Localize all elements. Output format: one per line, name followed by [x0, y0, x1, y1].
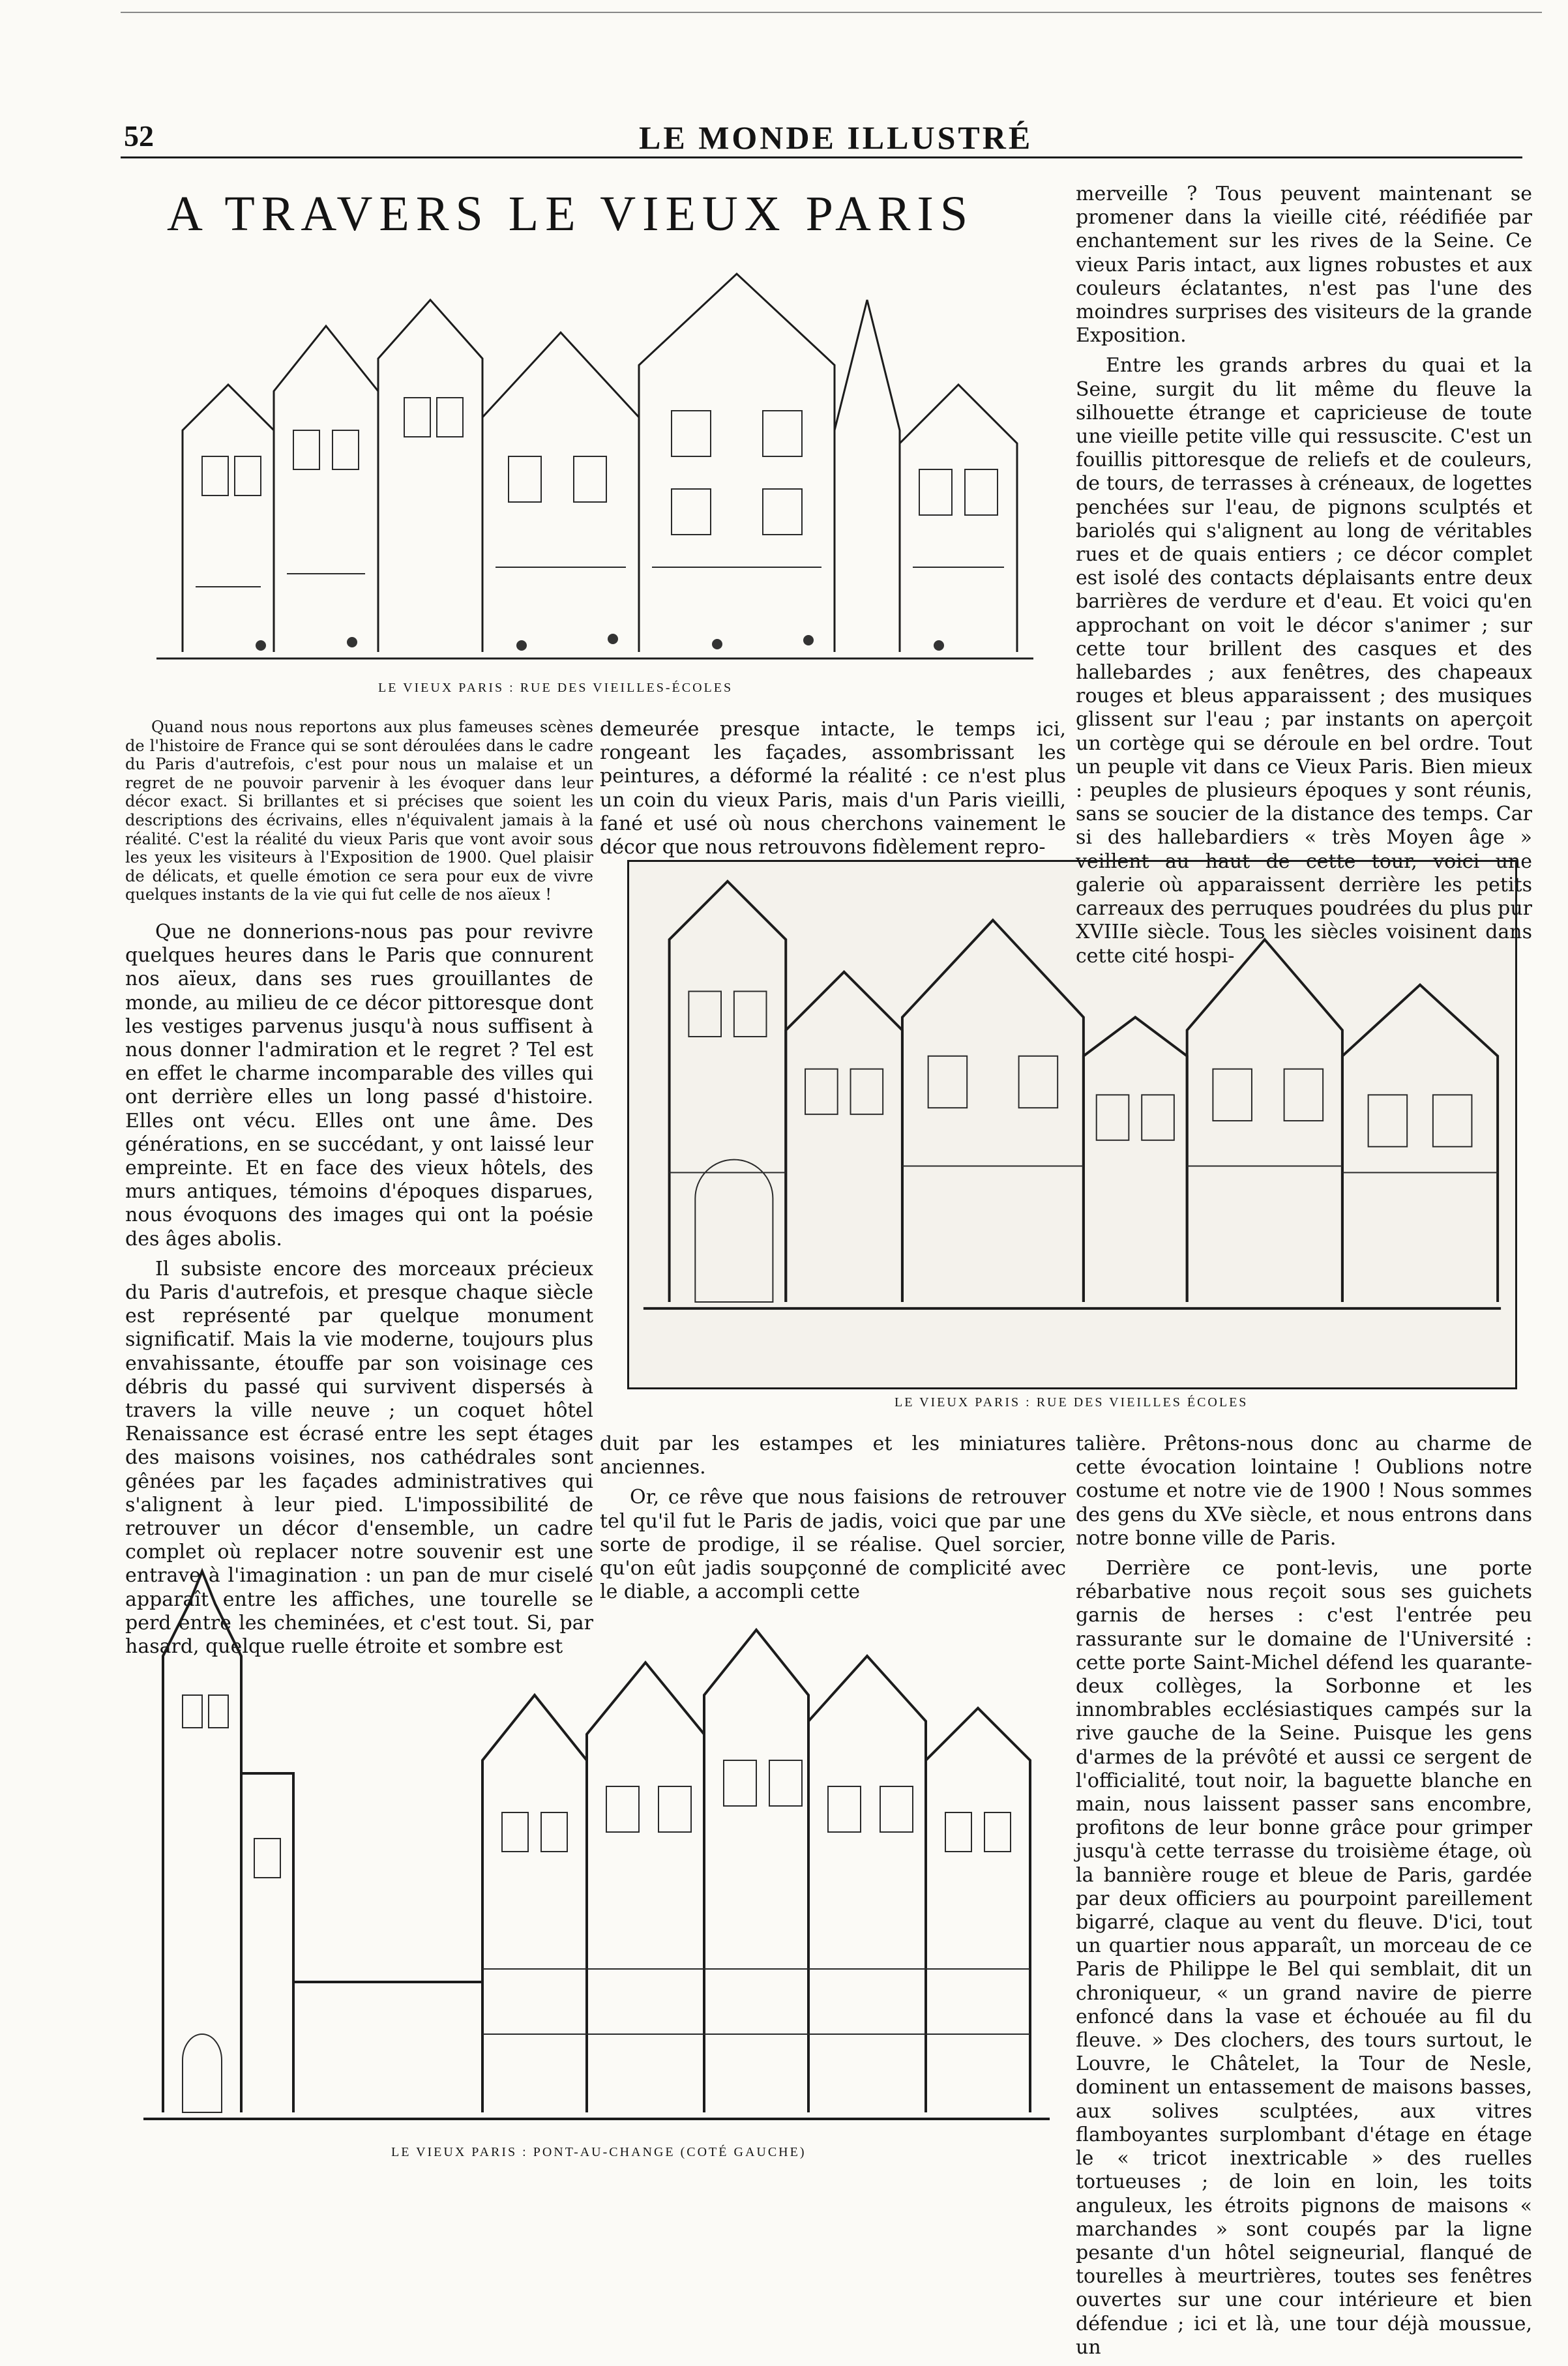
pont-au-change-sketch	[143, 1565, 1050, 2138]
headline: A TRAVERS LE VIEUX PARIS	[167, 186, 975, 241]
col2-bottom-paragraph-1: duit par les estampes et les miniatures anciennes.	[600, 1432, 1066, 1479]
col3-bottom-paragraph-1: talière. Prêtons-nous donc au charme de cette évocation lointaine ! Oublions notre costume et notre vie de 1900 ! Nous sommes des gens du XVe siècle, et nous entrons dans notre bonne ville de Paris.	[1076, 1432, 1532, 1550]
col2-bottom-paragraph-2: Or, ce rêve que nous faisions de retrouver tel qu'il fut le Paris de jadis, voici que par une sorte de prodige, il se réalise. Quel sorcier, qu'on eût jadis soupçonné de complicité avec le diable, a accompli cette	[600, 1486, 1066, 1604]
illustration-pont-au-change	[143, 1565, 1050, 2138]
caption-figure-3: LE VIEUX PARIS : PONT-AU-CHANGE (COTÉ GAUCHE)	[391, 2145, 806, 2159]
caption-figure-1: LE VIEUX PARIS : RUE DES VIEILLES-ÉCOLES	[378, 681, 733, 695]
col1-paragraph-2: Il subsiste encore des morceaux précieux du Paris d'autrefois, et presque chaque siècle est représenté par quelque monument significatif. Mais la vie moderne, toujours plus envahissante, étouffe par son voisinage ces débris du passé qui survivent dispersés à travers la ville neuve ; un coquet hôtel Renaissance est écrasé entre les sept étages des maisons voisines, nos cathédrales sont gênées par les façades administratives qui s'alignent à leur pied. L'impossibilité de retrouver un décor d'ensemble, un cadre complet où replacer notre souvenir est une entrave à l'imagination : un pan de mur ciselé apparaît entre les affiches, une tourelle se perd entre les cheminées, et c'est tout. Si, par hasard, quelque ruelle étroite et sombre est	[125, 1257, 593, 1659]
col3-paragraph-2: Entre les grands arbres du quai et la Seine, surgit du lit même du fleuve la silhouette étrange et capricieuse de toute une vieille petite ville qui ressuscite. C'est un fouillis pittoresque de reliefs et de couleurs, de tours, de terrasses à créneaux, de logettes penchées sur l'eau, de pignons sculptés et bariolés qui s'alignent au long de véritables rues et de quais entiers ; ce décor complet est isolé des contacts déplaisants entre deux barrières de verdure et d'eau. Et voici qu'en approchant on voit le décor s'animer ; sur cette tour brillent des casques et des hallebardes ; aux fenêtres, des chapeaux rouges et bleus apparaissent ; des musiques glissent sur l'eau ; par instants on aperçoit un cortège qui se déroule en bel ordre. Tout un peuple vit dans ce Vieux Paris. Bien mieux : peuples de plusieurs époques y sont réunis, sans se soucier de la distance des temps. Car si des hallebardiers « très Moyen âge » veillent au haut de cette tour, voici une galerie où apparaissent derrière les petits carreaux des perruques poudrées du plus pur XVIIIe siècle. Tous les siècles voisinent dans cette cité hospi-	[1076, 354, 1532, 968]
intro-text: Quand nous nous reportons aux plus fameuses scènes de l'histoire de France qui se sont déroulées dans le cadre du Paris d'autrefois, c'est pour nous un malaise et un regret de ne pouvoir parvenir à les évoquer dans leur décor exact. Si brillantes et si précises que soient les descriptions des écrivains, elles n'équivalent jamais à la réalité. C'est la réalité du vieux Paris que vont avoir sous les yeux les visiteurs à l'Exposition de 1900. Quel plaisir de délicats, et quelle émotion ce sera pour eux de vivre quelques instants de la vie qui fut celle de nos aïeux !	[125, 718, 593, 904]
intro-paragraph	[125, 718, 593, 911]
top-rule	[121, 12, 1542, 13]
masthead: LE MONDE ILLUSTRÉ	[639, 119, 1033, 156]
col2-top-text: demeurée presque intacte, le temps ici, rongeant les façades, assombrissant les peintures, a déformé la réalité : ce n'est plus un coin du vieux Paris, mais d'un Paris vieilli, fané et usé où nous cherchons vainement le décor que nous retrouvons fidèlement repro-	[600, 718, 1066, 859]
column-3-top	[1076, 183, 1532, 975]
illustration-rue-des-vieilles-ecoles-1	[156, 261, 1033, 685]
page-number: 52	[124, 119, 154, 153]
header-rule	[121, 156, 1522, 158]
col3-bottom-paragraph-2: Derrière ce pont-levis, une porte rébarbative nous reçoit sous ses guichets garnis de herses : c'est l'entrée peu rassurante sur le domaine de l'Université : cette porte Saint-Michel défend les quarante-deux collèges, la Sorbonne et les innombrables ecclésiastiques campés sur la rive gauche de la Seine. Puisque les gens d'armes de la prévôté et aussi ce sergent de l'officialité, tout noir, la baguette blanche en main, nous laissent passer sans encombre, profitons de leur bonne grâce pour grimper jusqu'à cette terrasse du troisième étage, où la bannière rouge et bleue de Paris, gardée par deux officiers au pourpoint pareillement bigarré, claque au vent du fleuve. D'ici, tout un quartier nous apparaît, un morceau de ce Paris de Philippe le Bel qui semblait, dit un chroniqueur, « un grand navire de pierre enfoncé dans la vase et échouée au fil du fleuve. » Des clochers, des tours surtout, le Louvre, le Châtelet, la Tour de Nesle, dominent un entassement de maisons basses, aux solives sculptées, aux vitres flamboyantes surplombant d'étage en étage le « tricot inextricable » des ruelles tortueuses ; de loin en loin, les toits anguleux, les étroits pignons de maisons « marchandes » sont coupés par la ligne pesante d'un hôtel seigneurial, flanqué de tourelles à meurtrières, toutes ses fenêtres ouvertes sur une cour intérieure et bien défendue ; ici et là, une tour déjà moussue, un	[1076, 1557, 1532, 2359]
caption-figure-2: LE VIEUX PARIS : RUE DES VIEILLES ÉCOLES	[895, 1395, 1249, 1410]
street-sketch	[156, 261, 1033, 685]
column-1	[125, 921, 593, 1665]
column-2-top	[600, 718, 1066, 866]
column-3-bottom	[1076, 1432, 1532, 2366]
col3-paragraph-1: merveille ? Tous peuvent maintenant se promener dans la vieille cité, réédifiée par enchantement sur les rives de la Seine. Ce vieux Paris intact, aux lignes robustes et aux couleurs éclatantes, n'est pas l'une des moindres surprises des visiteurs de la grande Exposition.	[1076, 183, 1532, 348]
col1-paragraph-1: Que ne donnerions-nous pas pour revivre quelques heures dans le Paris que connurent nos aïeux, dans ses rues grouillantes de monde, au milieu de ce décor pittoresque dont les vestiges parvenus jusqu'à nous suffisent à nous donner l'admiration et le regret ? Tel est en effet le charme incomparable des villes qui ont derrière elles un long passé d'histoire. Elles ont vécu. Elles ont une âme. Des générations, en se succédant, y ont laissé leur empreinte. Et en face des vieux hôtels, des murs antiques, témoins d'époques disparues, nous évoquons des images qui ont la poésie des âges abolis.	[125, 921, 593, 1250]
